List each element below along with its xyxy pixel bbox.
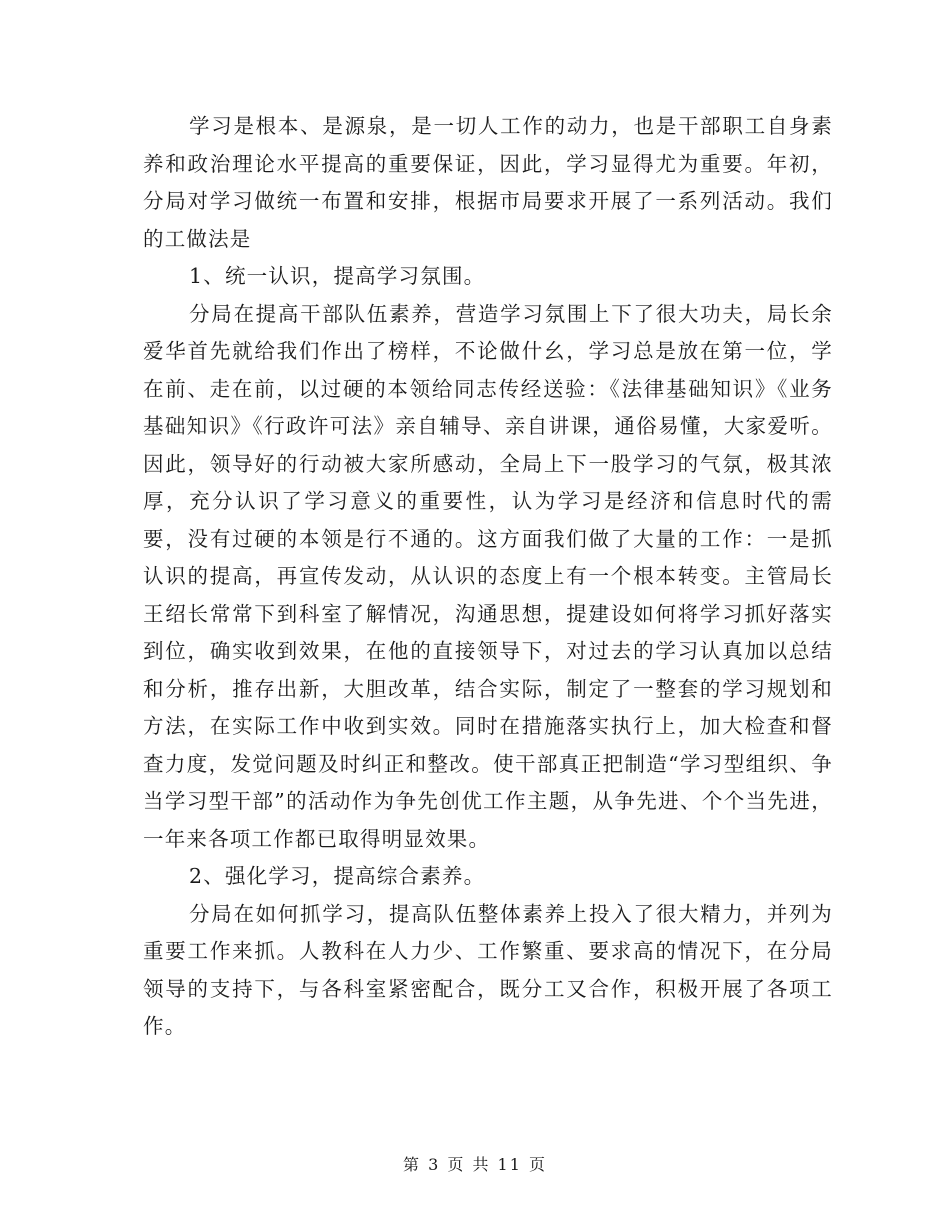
paragraph-section-2: 分局在如何抓学习，提高队伍整体素养上投入了很大精力，并列为重要工作来抓。人教科在人力少、工作繁重、要求高的情况下，在分局领导的支持下，与各科室紧密配合，既分工又合作，积极开展了各项工作。 bbox=[143, 901, 833, 1038]
document-body bbox=[143, 108, 833, 1046]
heading-section-1: 1、统一认识，提高学习氛围。 bbox=[189, 264, 486, 288]
heading-section-2: 2、强化学习，提高综合素养。 bbox=[189, 864, 486, 888]
paragraph-intro: 学习是根本、是源泉，是一切人工作的动力，也是干部职工自身素养和政治理论水平提高的重要保证，因此，学习显得尤为重要。年初，分局对学习做统一布置和安排，根据市局要求开展了一系列活动。我们的工做法是 bbox=[143, 114, 833, 251]
page-number-footer: 第 3 页 共 11 页 bbox=[403, 1155, 547, 1174]
paragraph-section-1: 分局在提高干部队伍素养，营造学习氛围上下了很大功夫，局长余爱华首先就给我们作出了榜样，不论做什幺，学习总是放在第一位，学在前、走在前，以过硬的本领给同志传经送验：《法律基础知识》《业务基础知识》《行政许可法》亲自辅导、亲自讲课，通俗易懂，大家爱听。因此，领导好的行动被大家所感动，全局上下一股学习的气氛，极其浓厚，充分认识了学习意义的重要性，认为学习是经济和信息时代的需要，没有过硬的本领是行不通的。这方面我们做了大量的工作：一是抓认识的提高，再宣传发动，从认识的态度上有一个根本转变。主管局长王绍长常常下到科室了解情况，沟通思想，提建设如何将学习抓好落实到位，确实收到效果，在他的直接领导下，对过去的学习认真加以总结和分析，推存出新，大胆改革，结合实际，制定了一整套的学习规划和方法，在实际工作中收到实效。同时在措施落实执行上，加大检查和督查力度，发觉问题及时纠正和整改。使干部真正把制造“学习型组织、争当学习型干部”的活动作为争先创优工作主题，从争先进、个个当先进，一年来各项工作都已取得明显效果。 bbox=[143, 301, 833, 851]
